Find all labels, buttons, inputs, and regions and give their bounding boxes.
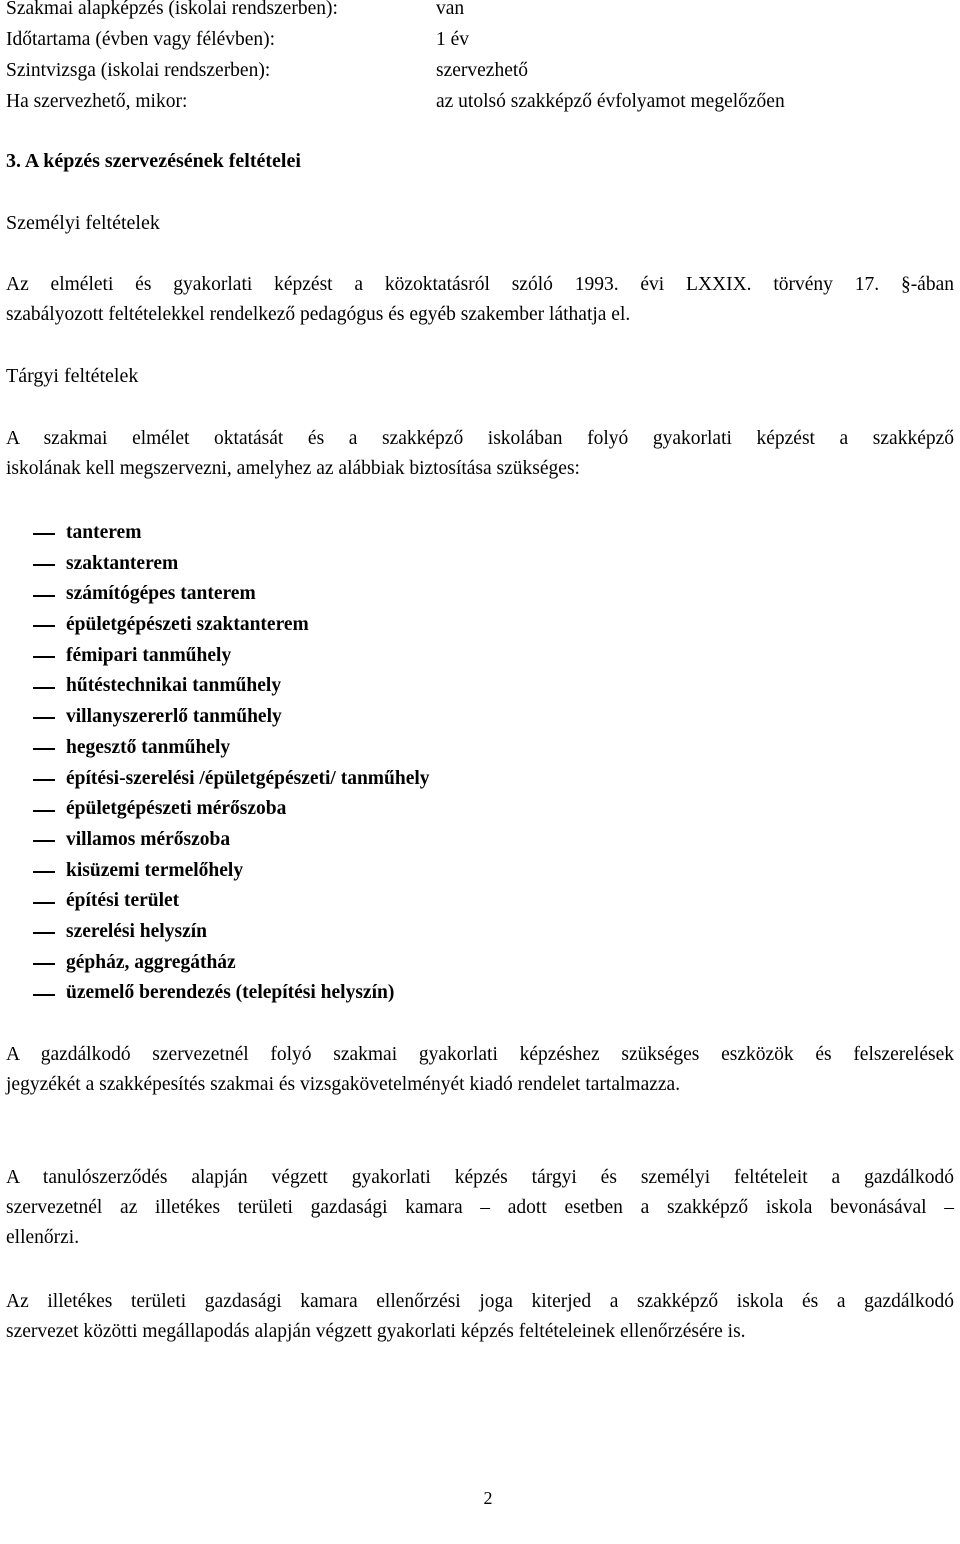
list-item: [33, 610, 430, 641]
page-number: 2: [483, 1488, 493, 1508]
list-item-label: üzemelő berendezés (telepítési helyszín): [66, 982, 395, 1004]
info-key: Időtartama (évben vagy félévben):: [6, 29, 276, 50]
list-item-label: tanterem: [66, 522, 142, 543]
list-item: [33, 702, 430, 733]
paragraph-line: Az illetékes területi gazdasági kamara ellenőrzési joga kiterjed a szakképző iskola és a gazdálkodó: [6, 1291, 954, 1312]
list-item-label: szerelési helyszín: [66, 920, 207, 942]
info-value: van: [436, 0, 465, 19]
list-item: [33, 764, 430, 795]
list-item: [33, 917, 430, 948]
dash-bullet: [33, 779, 55, 781]
list-item: [33, 733, 430, 764]
info-row: [6, 86, 785, 117]
dash-bullet: [33, 687, 55, 689]
list-item-label: számítógépes tanterem: [66, 583, 256, 605]
list-item-label: kisüzemi termelőhely: [66, 859, 244, 881]
info-key: Szintvizsga (iskolai rendszerben):: [6, 60, 271, 81]
list-item: [33, 549, 430, 580]
dash-bullet: [33, 840, 55, 842]
paragraph-line: szabályozott feltételekkel rendelkező pedagógus és egyéb szakember láthatja el.: [6, 304, 631, 325]
dash-bullet: [33, 932, 55, 934]
equipment-paragraph: [6, 1040, 954, 1100]
paragraph-line: A gazdálkodó szervezetnél folyó szakmai gyakorlati képzéshez szükséges eszközök és felszerelések: [6, 1044, 954, 1065]
list-item: [33, 856, 430, 887]
list-item-label: épületgépészeti mérőszoba: [66, 798, 287, 820]
info-table: [6, 0, 785, 117]
personal-paragraph: [6, 270, 954, 330]
list-item: [33, 579, 430, 610]
paragraph-line: ellenőrzi.: [6, 1227, 80, 1248]
paragraph-line: szervezetnél az illetékes területi gazdasági kamara – adott esetben a szakképző iskola bevonásával –: [6, 1197, 954, 1218]
list-item-label: építési terület: [66, 890, 180, 912]
list-item: [33, 978, 430, 1009]
info-key: Ha szervezhető, mikor:: [6, 91, 188, 112]
dash-bullet: [33, 810, 55, 812]
list-item-label: villamos mérőszoba: [66, 828, 231, 850]
list-item: [33, 886, 430, 917]
dash-bullet: [33, 902, 55, 904]
info-row: [6, 55, 785, 86]
paragraph-line: szervezet közötti megállapodás alapján végzett gyakorlati képzés feltételeinek ellenőrzésére is.: [6, 1321, 746, 1342]
list-item-label: épületgépészeti szaktanterem: [66, 614, 309, 636]
dash-bullet: [33, 533, 55, 535]
info-value: az utolsó szakképző évfolyamot megelőzően: [436, 91, 785, 112]
info-value: szervezhető: [436, 60, 529, 81]
dash-bullet: [33, 748, 55, 750]
personal-heading: Személyi feltételek: [6, 212, 160, 234]
list-item: [33, 518, 430, 549]
contract-paragraph: [6, 1163, 954, 1253]
paragraph-line: iskolának kell megszervezni, amelyhez az alábbiak biztosítása szükséges:: [6, 458, 580, 479]
list-item-label: fémipari tanműhely: [66, 644, 232, 666]
dash-bullet: [33, 963, 55, 965]
dash-bullet: [33, 595, 55, 597]
dash-bullet: [33, 717, 55, 719]
paragraph-line: A tanulószerződés alapján végzett gyakorlati képzés tárgyi és személyi feltételeit a gazdálkodó: [6, 1167, 954, 1188]
list-item: [33, 641, 430, 672]
list-item: [33, 825, 430, 856]
info-key: Szakmai alapképzés (iskolai rendszerben):: [6, 0, 338, 19]
dash-bullet: [33, 564, 55, 566]
chamber-paragraph: [6, 1287, 954, 1347]
requirements-list: [33, 518, 430, 1009]
dash-bullet: [33, 994, 55, 996]
list-item-label: hűtéstechnikai tanműhely: [66, 675, 282, 697]
info-row: [6, 24, 785, 55]
dash-bullet: [33, 656, 55, 658]
material-paragraph: [6, 424, 954, 484]
material-heading: Tárgyi feltételek: [6, 365, 139, 387]
list-item: [33, 794, 430, 825]
list-item-label: villanyszererlő tanműhely: [66, 706, 282, 728]
paragraph-line: A szakmai elmélet oktatását és a szakképző iskolában folyó gyakorlati képzést a szakképző: [6, 428, 954, 449]
paragraph-line: Az elméleti és gyakorlati képzést a közoktatásról szóló 1993. évi LXXIX. törvény 17. §-ában: [6, 274, 954, 295]
list-item: [33, 671, 430, 702]
list-item: [33, 948, 430, 979]
info-value: 1 év: [436, 29, 470, 50]
info-row: [6, 0, 785, 24]
list-item-label: szaktanterem: [66, 552, 179, 574]
section-title: 3. A képzés szervezésének feltételei: [6, 150, 301, 172]
paragraph-line: jegyzékét a szakképesítés szakmai és vizsgakövetelményét kiadó rendelet tartalmazza.: [6, 1074, 681, 1095]
list-item-label: gépház, aggregátház: [66, 951, 236, 973]
dash-bullet: [33, 625, 55, 627]
list-item-label: hegesztő tanműhely: [66, 736, 231, 758]
dash-bullet: [33, 871, 55, 873]
list-item-label: építési-szerelési /épületgépészeti/ tanműhely: [66, 767, 430, 789]
